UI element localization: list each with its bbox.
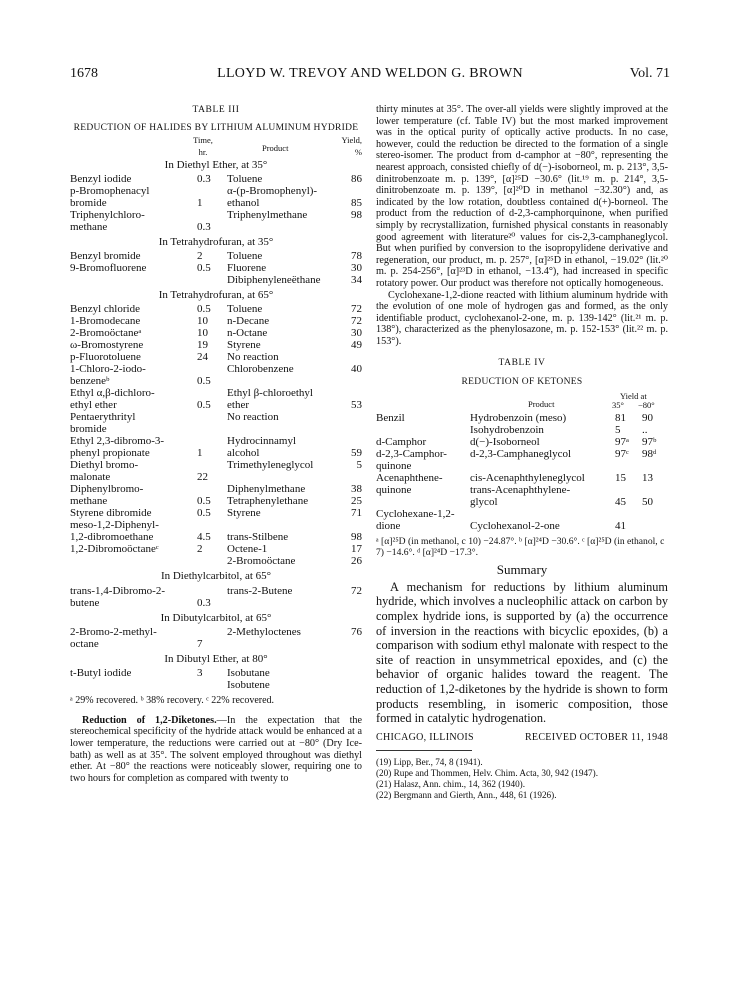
yield-cell: 71	[351, 507, 362, 520]
table-row	[70, 315, 362, 327]
table3-column-headers	[70, 134, 362, 156]
product-cell: trans-Acenaphthylene-	[470, 483, 571, 496]
table-row	[376, 484, 668, 496]
time-cell: 10	[197, 327, 208, 340]
product-cell: Fluorene	[227, 262, 267, 275]
reference-item: (20) Rupe and Thommen, Helv. Chim. Acta, 30, 942 (1947).	[376, 767, 598, 778]
time-cell: 1	[197, 447, 203, 460]
reference-item: (19) Lipp, Ber., 74, 8 (1941).	[376, 756, 483, 767]
summary-heading: Summary	[496, 561, 548, 577]
halide-cell: 1,2-Dibromoöctaneᶜ	[70, 543, 159, 556]
yield-80-cell: 97ᵇ	[642, 435, 657, 448]
table-row	[70, 185, 362, 197]
table-row	[376, 424, 668, 436]
halide-cell: Ethyl α,β-dichloro-	[70, 387, 155, 400]
halide-cell: Styrene dibromide	[70, 507, 152, 520]
time-cell: 10	[197, 315, 208, 328]
table-row	[70, 495, 362, 507]
received-line	[376, 732, 668, 746]
paragraph-2: Cyclohexane-1,2-dione reacted with lithium aluminum hydride with the evolution of one mole of hydrogen gas and formed, as the only identifiable product, cyclohexanol-2-one, m. p. 139-142° (lit.²¹ m. p. 138°), characterized as the phenylosazone, m. p. 152-153° (lit.²² m. p. 153°).	[376, 289, 668, 347]
table4	[376, 357, 668, 557]
halide-cell: 9-Bromofluorene	[70, 262, 147, 275]
yield-cell: 98	[351, 209, 362, 222]
table-row	[70, 173, 362, 185]
time-cell: 0.5	[197, 399, 211, 412]
table-row	[376, 472, 668, 484]
table-row	[70, 626, 362, 638]
ketone-cell: quinone	[376, 459, 412, 472]
yield-80-cell: 90	[642, 411, 653, 424]
yield-cell: 72	[351, 303, 362, 316]
product-cell: n-Octane	[227, 327, 268, 340]
product-cell: Ethyl β-chloroethyl	[227, 387, 313, 400]
product-cell: glycol	[470, 495, 498, 508]
table3-body	[70, 159, 362, 691]
yield-cell: 85	[351, 197, 362, 210]
time-cell: 3	[197, 666, 203, 679]
table-row	[70, 447, 362, 459]
table4-column-headers	[376, 388, 668, 412]
table-row	[70, 399, 362, 411]
table-row	[70, 387, 362, 399]
halide-cell: octane	[70, 637, 99, 650]
page-header	[70, 66, 670, 82]
halide-cell: meso-1,2-Diphenyl-	[70, 519, 159, 532]
table-row	[70, 543, 362, 555]
table-row	[70, 679, 362, 691]
table-row	[70, 303, 362, 315]
halide-cell: Pentaerythrityl	[70, 411, 136, 424]
ketone-cell: Cyclohexane-1,2-	[376, 507, 455, 520]
ketone-cell: quinone	[376, 483, 412, 496]
product-cell: ethanol	[227, 197, 260, 210]
table-row	[70, 483, 362, 495]
yield-cell: 59	[351, 447, 362, 460]
divider	[376, 750, 472, 751]
table-row	[70, 209, 362, 221]
right-column	[376, 104, 668, 801]
time-cell: 0.5	[197, 507, 211, 520]
table4-footnote: ᵃ [α]²⁵D (in methanol, c 10) −24.87°. ᵇ [α]²⁴D −30.6°. ᶜ [α]²⁵D (in ethanol, c 7) −14.6°. ᵈ [α]²⁴D −17.3°.	[376, 535, 665, 558]
table-row	[70, 507, 362, 519]
discussion-text	[376, 104, 668, 347]
yield-80-cell: 50	[642, 495, 653, 508]
t4-col-yield: Yield at	[620, 390, 647, 401]
table3-section-heading: In Tetrahydrofuran, at 65°	[158, 289, 274, 302]
yield-cell: 86	[351, 173, 362, 186]
product-cell: Toluene	[227, 173, 263, 186]
col-time: Time, hr.	[193, 135, 213, 158]
yield-cell: 26	[351, 555, 362, 568]
halide-cell: methane	[70, 495, 108, 508]
summary-text	[376, 580, 668, 726]
yield-35-cell: 81	[615, 411, 626, 424]
table-row	[70, 327, 362, 339]
yield-cell: 30	[351, 327, 362, 340]
table3-section-heading: In Tetrahydrofuran, at 35°	[158, 236, 274, 249]
product-cell: α-(p-Bromophenyl)-	[227, 185, 318, 198]
yield-cell: 30	[351, 262, 362, 275]
product-cell: Styrene	[227, 339, 261, 352]
yield-cell: 34	[351, 274, 362, 287]
halide-cell: 1-Chloro-2-iodo-	[70, 363, 146, 376]
table-row	[376, 412, 668, 424]
yield-cell: 40	[351, 363, 362, 376]
halide-cell: ethyl ether	[70, 399, 117, 412]
product-cell: Hydrocinnamyl	[227, 435, 297, 448]
table-row	[376, 520, 668, 532]
table-row	[70, 435, 362, 447]
time-cell: 2	[197, 543, 203, 556]
product-cell: Trimethyleneglycol	[227, 459, 314, 472]
time-cell: 0.5	[197, 375, 211, 388]
product-cell: cis-Acenaphthyleneglycol	[470, 471, 585, 484]
table-row	[70, 221, 362, 233]
summary-body: A mechanism for reductions by lithium aluminum hydride, which involves a nucleophilic attack on carbon by complex hydride ions, is supported by (a) the occurrence of inversion in the reactions with bicyclic epoxides, (b) a comparison with sodium ethyl malonate with respect to the site of reaction in unsymmetrical epoxides, and (c) the behavior of organic halides toward the reagent. The reduction of 1,2-diketones by the hydride is shown to form products resembling, in isomeric composition, those formed in catalytic hydrogenation.	[376, 579, 668, 726]
table-row	[70, 274, 362, 286]
table-row	[376, 460, 668, 472]
time-cell: 0.5	[197, 495, 211, 508]
yield-cell: 5	[356, 459, 362, 472]
yield-cell: 53	[351, 399, 362, 412]
yield-cell: 76	[351, 625, 362, 638]
table-row	[70, 585, 362, 597]
running-title: LLOYD W. TREVOY AND WELDON G. BROWN	[217, 66, 523, 81]
table-row	[70, 250, 362, 262]
time-cell: 0.5	[197, 303, 211, 316]
table3-label: TABLE III	[192, 105, 240, 115]
yield-cell: 38	[351, 483, 362, 496]
product-cell: d(−)-Isoborneol	[470, 435, 540, 448]
table-row	[70, 339, 362, 351]
time-cell: 1	[197, 197, 203, 210]
halide-cell: 2-Bromoöctaneᵃ	[70, 327, 142, 340]
yield-35-cell: 97ᵃ	[615, 435, 630, 448]
halide-cell: Diethyl bromo-	[70, 459, 139, 472]
time-cell: 19	[197, 339, 208, 352]
table-row	[70, 471, 362, 483]
table-row	[70, 262, 362, 274]
product-cell: Cyclohexanol-2-one	[470, 519, 560, 532]
product-cell: Dibiphenyleneëthane	[227, 274, 321, 287]
yield-cell: 72	[351, 315, 362, 328]
table-row	[70, 638, 362, 650]
halide-cell: 2-Bromo-2-methyl-	[70, 625, 157, 638]
table-row	[70, 351, 362, 363]
diketone-paragraph	[70, 715, 362, 785]
table-row	[70, 531, 362, 543]
yield-35-cell: 97ᶜ	[615, 447, 629, 460]
section-heading: Reduction of 1,2-Diketones.	[82, 714, 217, 726]
product-cell: n-Decane	[227, 315, 270, 328]
product-cell: Toluene	[227, 303, 263, 316]
time-cell: 4.5	[197, 531, 211, 544]
halide-cell: 1-Bromodecane	[70, 315, 141, 328]
product-cell: Diphenylmethane	[227, 483, 306, 496]
halide-cell: ω-Bromostyrene	[70, 339, 144, 352]
halide-cell: 1,2-dibromoethane	[70, 531, 154, 544]
halide-cell: butene	[70, 596, 100, 609]
table4-label: TABLE IV	[498, 358, 546, 369]
col-product: Product	[262, 143, 289, 154]
product-cell: No reaction	[227, 351, 279, 364]
halide-cell: benzeneᵇ	[70, 375, 110, 388]
yield-35-cell: 41	[615, 519, 626, 532]
halide-cell: trans-1,4-Dibromo-2-	[70, 584, 166, 597]
table-row	[376, 508, 668, 520]
product-cell: 2-Methyloctenes	[227, 625, 301, 638]
t4-col-product: Product	[528, 398, 555, 409]
halide-cell: Diphenylbromo-	[70, 483, 144, 496]
references	[376, 757, 668, 801]
table3-footnote: ᵃ 29% recovered. ᵇ 38% recovery. ᶜ 22% recovered.	[70, 694, 275, 706]
t4-col-80: −80°	[638, 399, 655, 410]
product-cell: Triphenylmethane	[227, 209, 308, 222]
table-row	[70, 459, 362, 471]
table4-title: REDUCTION OF KETONES	[461, 376, 583, 387]
table-row	[70, 363, 362, 375]
table-row	[70, 597, 362, 609]
product-cell: No reaction	[227, 411, 279, 424]
yield-80-cell: ..	[642, 423, 648, 436]
halide-cell: phenyl propionate	[70, 447, 150, 460]
ketone-cell: d-Camphor	[376, 435, 427, 448]
yield-35-cell: 5	[615, 423, 621, 436]
yield-cell: 72	[351, 584, 362, 597]
product-cell: alcohol	[227, 447, 260, 460]
table-row	[376, 448, 668, 460]
table3-section-heading: In Dibutylcarbitol, at 65°	[160, 611, 272, 624]
table-row	[376, 436, 668, 448]
product-cell: Hydrobenzoin (meso)	[470, 411, 567, 424]
yield-cell: 78	[351, 250, 362, 263]
time-cell: 0.5	[197, 262, 211, 275]
yield-cell: 25	[351, 495, 362, 508]
yield-80-cell: 98ᵈ	[642, 447, 657, 460]
place: CHICAGO, ILLINOIS	[376, 731, 474, 743]
halide-cell: malonate	[70, 471, 111, 484]
halide-cell: p-Fluorotoluene	[70, 351, 141, 364]
col-yield: Yield, %	[341, 135, 362, 158]
volume-label: Vol. 71	[629, 66, 670, 81]
time-cell: 0.3	[197, 596, 211, 609]
halide-cell: Ethyl 2,3-dibromo-3-	[70, 435, 165, 448]
t4-col-35: 35°	[612, 399, 624, 410]
paragraph-1: thirty minutes at 35°. The over-all yields were slightly improved at the lower temperature (cf. Table IV) but the most marked improvement was in the optical purity of optically active products. In no case, however, could the reduction be directed to the formation of a single stereo-isomer. The product from d-camphor at −80°, representing the nearest approach, consisted chiefly of d(−)-isoborneol, m. p. 213°, 3,5-dinitrobenzoate m. p. 139°, [α]²⁵D −30.6° (lit.¹⁹ m. p. 214°, 3,5-dinitrobenzoate m. p. 139°, [α]²⁰D in methanol −32.30°) and, as indicated by the low rotation, doubtless contained d(+)-borneol. The product from the reduction of d-2,3-camphorquinone, when purified simply by recrystallization, furnished physical constants in reasonably good agreement with literature²⁰ values for cis-2,3-camphaneglycol. But when purified by conversion to the isopropylidene derivative and regeneration, our product, m. p. 257°, [α]²⁵D in ethanol, −19.02° (lit.²⁰ m. p. 254-256°, [α]²³D in ethanol, −13.4°), had increased in specific rotatory power. Our product was therefore not optically homogeneous.	[376, 104, 668, 289]
table-row	[70, 423, 362, 435]
product-cell: ether	[227, 399, 249, 412]
reference-item: (21) Halasz, Ann. chim., 14, 362 (1940).	[376, 778, 526, 789]
table-row	[70, 197, 362, 209]
yield-cell: 49	[351, 339, 362, 352]
product-cell: Isobutane	[227, 666, 270, 679]
halide-cell: bromide	[70, 423, 107, 436]
yield-cell: 17	[351, 543, 362, 556]
table-row	[70, 411, 362, 423]
table-row	[70, 667, 362, 679]
halide-cell: Benzyl chloride	[70, 303, 140, 316]
product-cell: trans-Stilbene	[227, 531, 289, 544]
halide-cell: bromide	[70, 197, 107, 210]
product-cell: Styrene	[227, 507, 261, 520]
product-cell: Isobutene	[227, 678, 270, 691]
ketone-cell: dione	[376, 519, 401, 532]
table-row	[70, 555, 362, 567]
product-cell: trans-2-Butene	[227, 584, 293, 597]
ketone-cell: Acenaphthene-	[376, 471, 443, 484]
product-cell: d-2,3-Camphaneglycol	[470, 447, 572, 460]
yield-80-cell: 13	[642, 471, 653, 484]
halide-cell: p-Bromophenacyl	[70, 185, 150, 198]
product-cell: Isohydrobenzoin	[470, 423, 544, 436]
table3-title: REDUCTION OF HALIDES BY LITHIUM ALUMINUM HYDRIDE	[73, 123, 359, 134]
halide-cell: methane	[70, 221, 108, 234]
table-row	[70, 375, 362, 387]
time-cell: 0.3	[197, 221, 211, 234]
time-cell: 22	[197, 471, 208, 484]
halide-cell: Benzyl iodide	[70, 173, 132, 186]
left-column	[70, 104, 362, 784]
section-body: —In the expectation that the stereochemical specificity of the hydride attack would be enhanced at a lower temperature, the reductions were carried out at −80° (Dry Ice-bath) as well as at 35°. The solvent employed throughout was diethyl ether. At −80° the reactions were noticeably slower, requiring one to two hours for completion as compared with twenty to	[70, 714, 363, 784]
yield-35-cell: 45	[615, 495, 626, 508]
page-number: 1678	[70, 66, 98, 81]
table-row	[70, 519, 362, 531]
product-cell: Tetraphenylethane	[227, 495, 309, 508]
halide-cell: Benzyl bromide	[70, 250, 141, 263]
yield-35-cell: 15	[615, 471, 626, 484]
table3-section-heading: In Diethyl Ether, at 35°	[164, 159, 268, 172]
time-cell: 0.3	[197, 173, 211, 186]
product-cell: Chlorobenzene	[227, 363, 294, 376]
product-cell: 2-Bromoöctane	[227, 555, 296, 568]
reference-item: (22) Bergmann and Gierth, Ann., 448, 61 (1926).	[376, 789, 557, 800]
received-date: RECEIVED OCTOBER 11, 1948	[524, 731, 668, 743]
halide-cell: Triphenylchloro-	[70, 209, 145, 222]
time-cell: 7	[197, 637, 203, 650]
time-cell: 2	[197, 250, 203, 263]
table-row	[376, 496, 668, 508]
ketone-cell: Benzil	[376, 411, 405, 424]
table3-section-heading: In Dibutyl Ether, at 80°	[164, 652, 268, 665]
halide-cell: t-Butyl iodide	[70, 666, 132, 679]
time-cell: 24	[197, 351, 208, 364]
product-cell: Octene-1	[227, 543, 268, 556]
product-cell: Toluene	[227, 250, 263, 263]
ketone-cell: d-2,3-Camphor-	[376, 447, 447, 460]
yield-cell: 98	[351, 531, 362, 544]
table3-section-heading: In Diethylcarbitol, at 65°	[160, 570, 272, 583]
table4-body	[376, 412, 668, 532]
